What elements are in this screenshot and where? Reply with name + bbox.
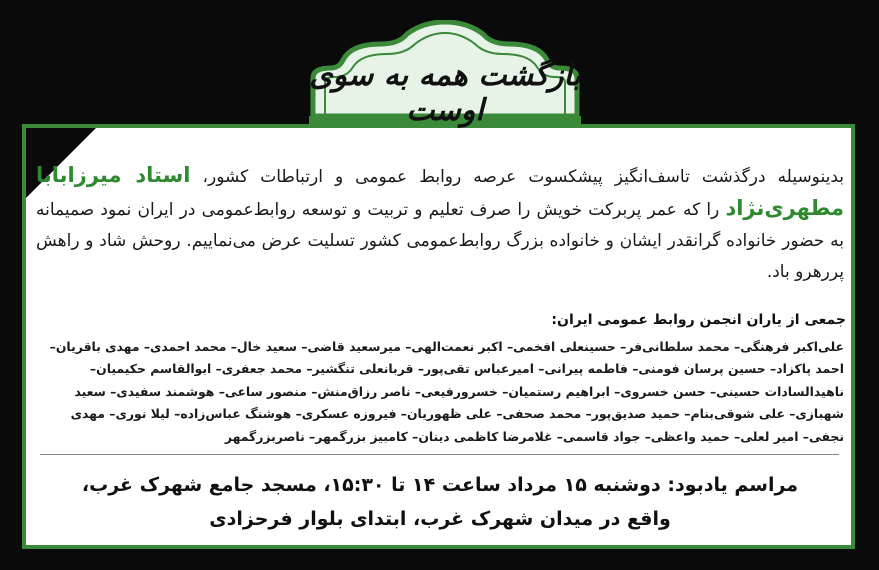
memorial-ceremony [36, 468, 844, 536]
title-badge [295, 20, 595, 140]
ceremony-address: واقع در میدان شهرک غرب، ابتدای بلوار فرحزادی [209, 508, 671, 530]
signatories-list: علی‌اکبر فرهنگی– محمد سلطانی‌فر– حسینعلی افخمی– اکبر نعمت‌الهی– میرسعید قاضی– سعید خال– محمد احمدی– مهدی باقریان– احمد پاکزاد– حسین پرسان فومنی– فاطمه پیرانی– امیرعباس تقی‌پور– قربانعلی تنگشیر– محمد جعفری– ابوالقاسم حکیمیان– ناهیدالسادات حسینی– حسن خسروی– ابراهیم رستمیان– خسرورفیعی– ناصر رزاق‌منش– منصور ساعی– هوشمند سفیدی– سعید شهبازی– علی شوقی‌بنام– حمید صدیق‌پور– محمد صحفی– علی ظهوریان– فیروزه عسکری– هوشنگ عباس‌زاده– لیلا نوری– مهدی نجفی– امیر لعلی– حمید واعظی– جواد قاسمی– غلامرضا کاظمی دینان– کامبیز بزرگمهر– ناصربزرگمهر [49, 339, 844, 444]
deceased-name: استاد میرزابابا مطهری‌نژاد [36, 163, 845, 220]
condolence-text [36, 160, 844, 288]
ceremony-label: مراسم یادبود: [667, 474, 799, 496]
intro-text-end: را که عمر پربرکت خویش را صرف تعلیم و تربیت و توسعه روابط‌عمومی در ایران نمود صمیمانه به حضور خانواده گرانقدر ایشان و خانواده بزرگ روابط‌عمومی کشور تسلیت عرض می‌نماییم. روحش شاد و راهش پررهرو باد. [36, 200, 844, 282]
ceremony-time-place: دوشنبه ۱۵ مرداد ساعت ۱۴ تا ۱۵:۳۰، مسجد جامع شهرک غرب، [81, 474, 661, 496]
page-title: بازگشت همه به سوی اوست [309, 58, 581, 128]
intro-text-start: بدینوسیله درگذشت تاسف‌انگیز پیشکسوت عرصه روابط عمومی و ارتباطات کشور، [202, 167, 844, 187]
signatories-title: جمعی از یاران انجمن روابط عمومی ایران: [551, 312, 846, 328]
section-divider [40, 454, 839, 455]
